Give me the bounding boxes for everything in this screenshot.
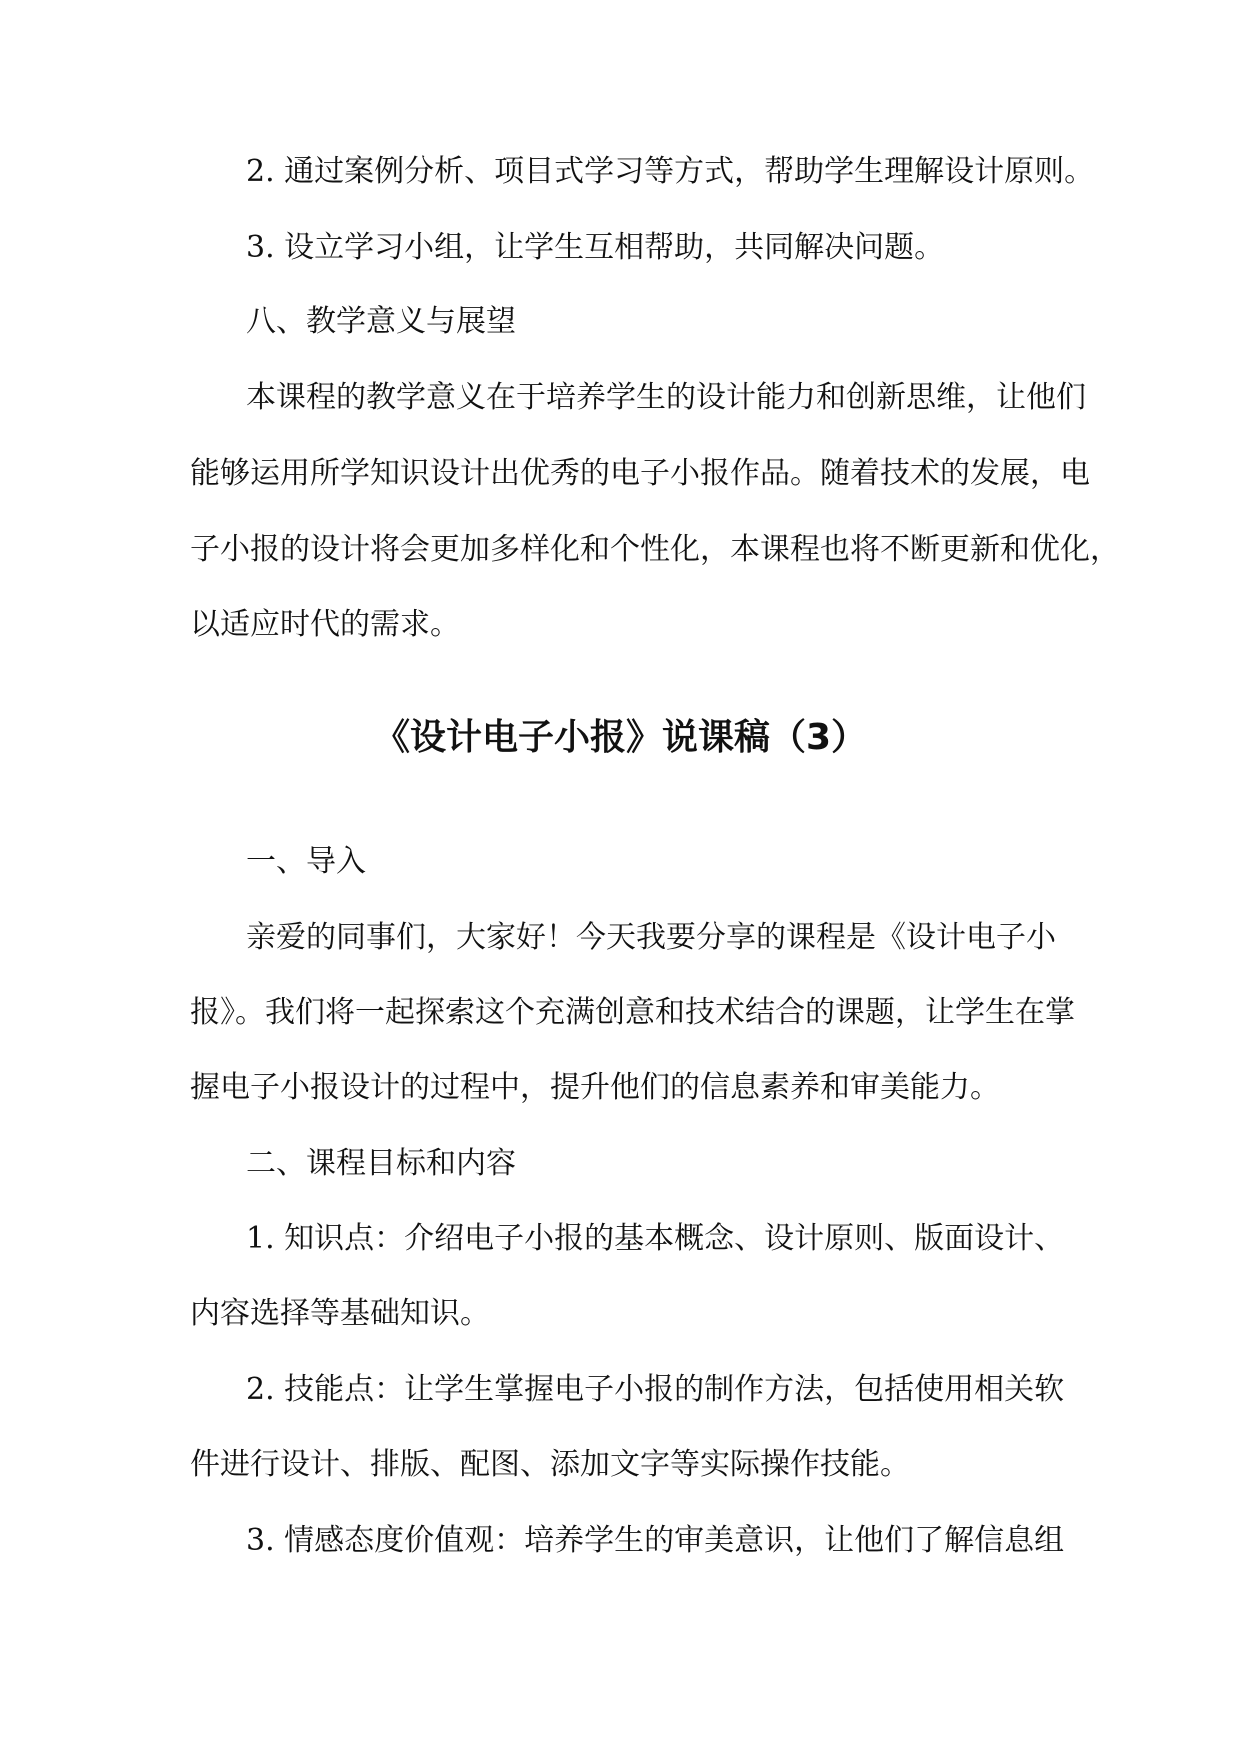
text-line: 报》。我们将一起探索这个充满创意和技术结合的课题，让学生在掌 [190,995,1075,1030]
text-line: 3. 情感态度价值观：培养学生的审美意识，让他们了解信息组 [246,1523,1065,1558]
text-line: 2. 通过案例分析、项目式学习等方式，帮助学生理解设计原则。 [246,154,1095,189]
text-line: 亲爱的同事们，大家好！今天我要分享的课程是《设计电子小 [246,920,1056,955]
text-line: 件进行设计、排版、配图、添加文字等实际操作技能。 [190,1447,910,1482]
document-title: 《设计电子小报》说课稿（3） [373,717,868,758]
text-line: 握电子小报设计的过程中，提升他们的信息素养和审美能力。 [190,1070,1000,1105]
text-line: 3. 设立学习小组，让学生互相帮助，共同解决问题。 [246,230,945,265]
text-line: 本课程的教学意义在于培养学生的设计能力和创新思维，让他们 [246,380,1086,415]
section-heading: 二、课程目标和内容 [246,1146,516,1181]
text-line: 能够运用所学知识设计出优秀的电子小报作品。随着技术的发展，电 [190,456,1090,491]
text-line: 子小报的设计将会更加多样化和个性化，本课程也将不断更新和优化， [190,532,1120,567]
section-heading: 一、导入 [246,844,366,879]
text-line: 以适应时代的需求。 [190,607,460,642]
section-heading: 八、教学意义与展望 [246,304,516,339]
text-line: 1. 知识点：介绍电子小报的基本概念、设计原则、版面设计、 [246,1221,1065,1256]
text-line: 2. 技能点：让学生掌握电子小报的制作方法，包括使用相关软 [246,1372,1065,1407]
text-line: 内容选择等基础知识。 [190,1296,490,1331]
